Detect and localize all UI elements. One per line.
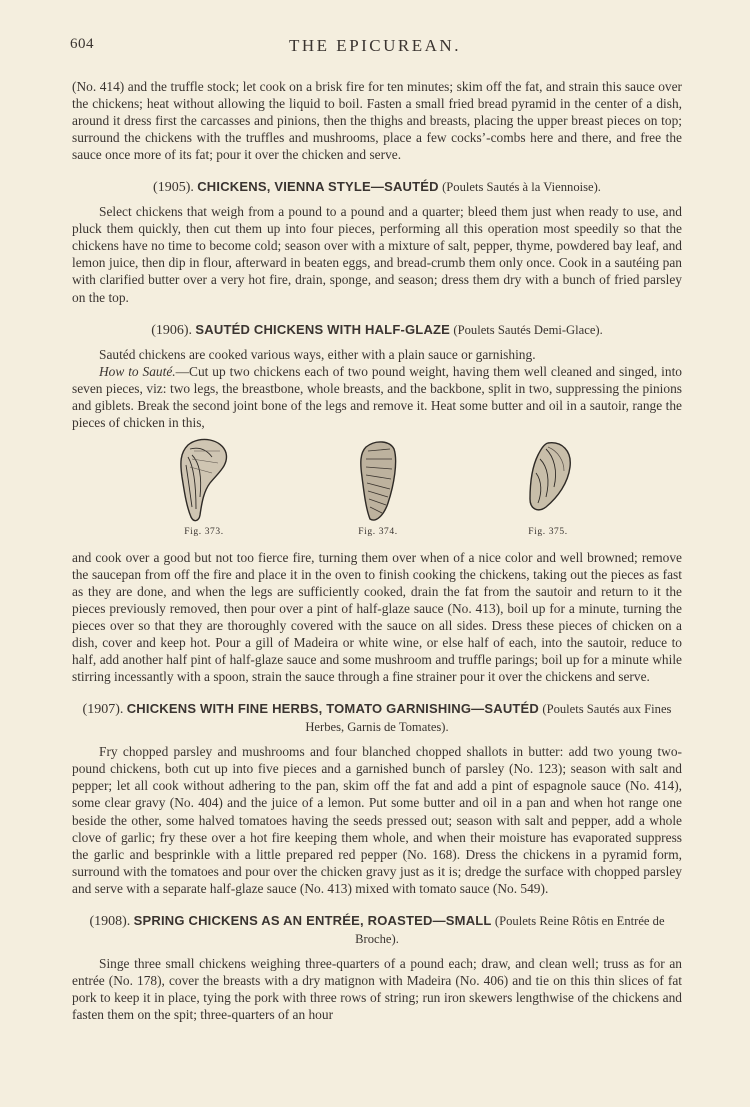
- how-to-label: How to Sauté.: [99, 363, 176, 379]
- recipe-heading-1905: [72, 178, 682, 196]
- page-body: [72, 78, 682, 1023]
- recipe-heading-1906: [72, 321, 682, 339]
- recipe-title: SAUTÉD CHICKENS WITH HALF-GLAZE: [195, 321, 451, 337]
- figure-374: [328, 437, 428, 537]
- recipe-heading-1907: [72, 700, 682, 736]
- figure-caption: Fig. 375.: [528, 526, 568, 537]
- figure-caption: Fig. 374.: [358, 526, 398, 537]
- chicken-wing-illustration: [518, 437, 578, 525]
- recipe-paragraph-continued: and cook over a good but not too fierce fire, turning them over when of a nice color and well browned; remove the saucepan from off the fire and place it in the oven to finish cooking the chickens, taking out the pieces as fast as they are done, and when the legs are sufficiently cooked, drain the fat from the sautoir and return to it the pieces previously removed, then pour over a pint of half-glaze sauce (No. 413), boil up for a minute, turning the pieces over so that they are thoroughly covered with the sauce on all sides. Dress these pieces of chicken on a dish, cover and keep hot. Pour a gill of Madeira or white wine, or else half of each, into the sautoir, reduce to half, add another half pint of half-glaze sauce and some mushroom and truffle parings; boil up for a minute while stirring incessantly with a spoon, strain the sauce through a fine strainer pour it over the chickens and serve.: [72, 549, 682, 685]
- recipe-number: (1905).: [153, 180, 194, 196]
- running-title: THE EPICUREAN.: [289, 36, 461, 55]
- chicken-leg-illustration: [174, 437, 234, 525]
- recipe-paragraph: Sautéd chickens are cooked various ways, either with a plain sauce or garnishing.: [99, 346, 536, 362]
- recipe-title: CHICKENS, VIENNA STYLE—SAUTÉD: [197, 179, 439, 195]
- recipe-paragraph: Fry chopped parsley and mushrooms and four blanched chopped shallots in butter: add two young two-pound chickens, both cut up into five pieces and a garnished bunch of parsley (No. 123); season with salt and pepper; let all cook without adhering to the pan, skim off the fat and add a pint of espagnole sauce (No. 414), some clear gravy (No. 404) and the juice of a lemon. Put some butter and oil in a pan and when hot range one beside the other, some halved tomatoes having the seeds pressed out; season with salt and pepper, add a whole clove of garlic; fry these over a hot fire keeping them whole, and when their moisture has evaporated suppress the garlic and besprinkle with a little prepared red pepper (No. 168). Dress the chickens in a pyramid form, surround with the tomatoes and pour over the chicken gravy just as it is; dredge the surface with chopped parsley and serve with a separate half-glaze sauce (No. 413) mixed with tomato sauce (No. 549).: [72, 744, 682, 896]
- recipe-paragraph: Singe three small chickens weighing three-quarters of a pound each; draw, and clean well; truss as for an entrée (No. 178), cover the breasts with a dry matignon with Madeira (No. 406) and tie on this thin slices of fat pork to keep it in place, tying the pork with three rows of string; run iron skewers lengthwise of the chickens and fasten them on the spit; three-quarters of an hour: [72, 955, 682, 1022]
- how-to-text: —Cut up two chickens each of two pound weight, having them well cleaned and singed, into seven pieces, viz: two legs, the breastbone, whole breasts, and the backbone, split in two, suppressing the pinions and giblets. Break the second joint bone of the legs and remove it. Heat some butter and oil in a sautoir, range the pieces of chicken in this,: [72, 363, 682, 430]
- page-header: [0, 36, 750, 60]
- figure-373: [154, 437, 254, 537]
- recipe-title: SPRING CHICKENS AS AN ENTRÉE, ROASTED—SMALL: [133, 912, 492, 928]
- recipe-title: CHICKENS WITH FINE HERBS, TOMATO GARNISHING—SAUTÉD: [126, 701, 540, 717]
- figure-375: [498, 437, 598, 537]
- recipe-french-title: (Poulets Reine Rôtis en Entrée de Broche).: [355, 913, 665, 946]
- recipe-heading-1908: [72, 912, 682, 948]
- chicken-breast-illustration: [348, 437, 408, 525]
- page-number: 604: [70, 36, 94, 52]
- recipe-french-title: (Poulets Sautés Demi-Glace).: [453, 322, 603, 337]
- recipe-french-title: (Poulets Sautés aux Fines Herbes, Garnis de Tomates).: [305, 702, 672, 735]
- recipe-number: (1908).: [89, 913, 131, 929]
- intro-paragraph: (No. 414) and the truffle stock; let cook on a brisk fire for ten minutes; skim off the fat, and strain this sauce over the chickens; heat without allowing the liquid to boil. Fasten a small fried bread pyramid in the center of a dish, around it dress first the carcasses and pinions, then the thighs and breasts, placing the upper breast pieces on top; surround the chickens with the truffles and mushrooms, place a few cocks’-combs here and there, and free the sauce once more of its fat; pour it over the chicken and serve.: [72, 79, 682, 163]
- figure-caption: Fig. 373.: [184, 526, 224, 537]
- how-to-paragraph: [72, 363, 682, 431]
- recipe-number: (1906).: [151, 322, 193, 338]
- recipe-number: (1907).: [82, 702, 124, 718]
- recipe-paragraph: Select chickens that weigh from a pound to a pound and a quarter; bleed them just when ready to use, and pluck them quickly, then cut them up into four pieces, performing all this operation most speedily so that the chickens have no time to become cold; season over with a mixture of salt, pepper, thyme, powdered bay leaf, and lemon juice, then dip in flour, afterward in beaten eggs, and bread-crumb them only once. Cook in a sautéing pan with clarified butter over a very hot fire, drain, sponge, and season; dress them dry with a bunch of fried parsley on the top.: [72, 204, 682, 305]
- recipe-french-title: (Poulets Sautés à la Viennoise).: [442, 180, 601, 195]
- figure-row: [72, 437, 682, 545]
